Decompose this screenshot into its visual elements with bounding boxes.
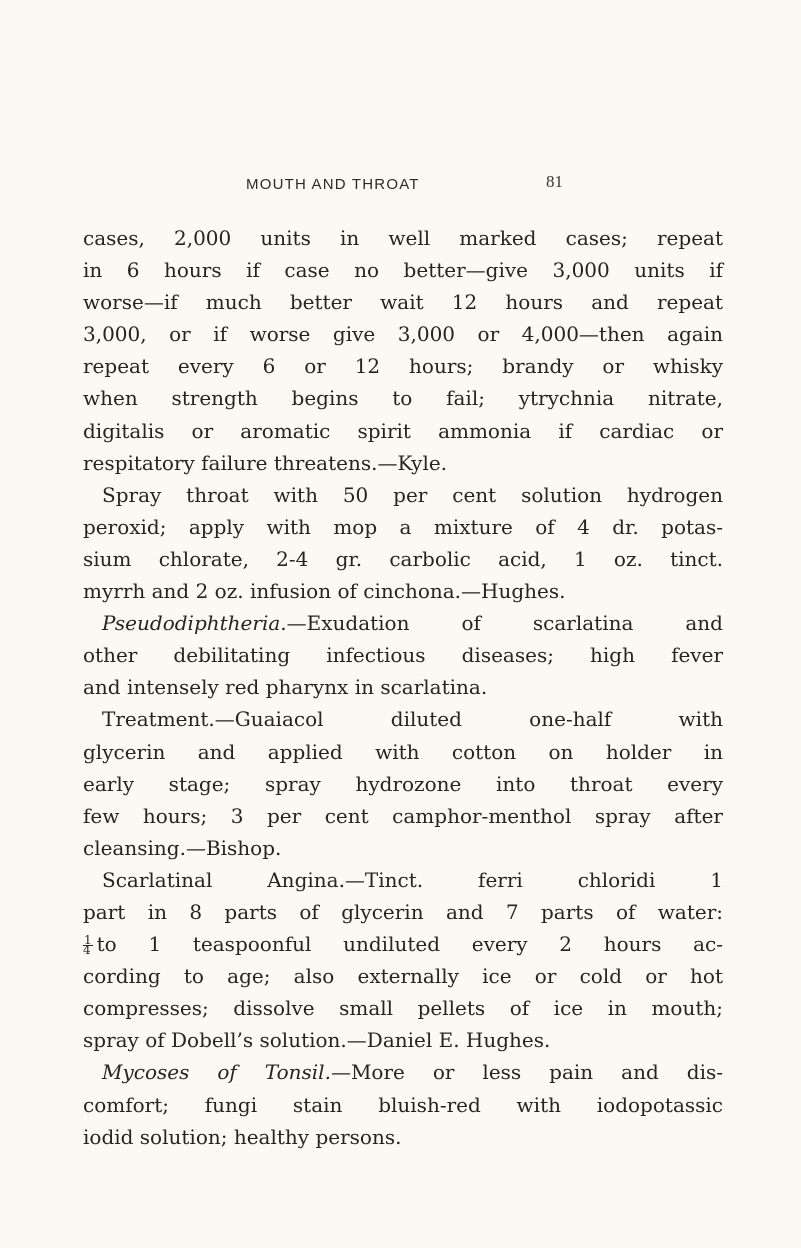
text-line: comfort; fungi stain bluish-red with iodopotassic: [83, 1092, 723, 1117]
text-line: Scarlatinal Angina.—Tinct. ferri chloridi 1: [102, 867, 723, 892]
fraction-numerator: 1: [84, 933, 92, 948]
text-line: iodid solution; healthy persons.: [83, 1124, 402, 1149]
text-line: cases, 2,000 units in well marked cases; repeat: [83, 226, 723, 250]
text-line: when strength begins to fail; ytrychnia nitrate,: [83, 386, 723, 411]
text-line: [83, 1056, 723, 1088]
running-head: [0, 172, 801, 200]
fraction-denominator: 4: [83, 943, 91, 958]
body-text: [83, 222, 723, 1153]
text-line: glycerin and applied with cotton on holder in: [83, 739, 723, 764]
text-line: peroxid; apply with mop a mixture of 4 dr. potas-: [83, 514, 723, 539]
text-line: cleansing.—Bishop.: [83, 835, 282, 860]
text-line: Treatment.—Guaiacol diluted one-half with: [102, 707, 723, 732]
text-line: myrrh and 2 oz. infusion of cinchona.—Hughes.: [83, 579, 566, 604]
text-line: 3,000, or if worse give 3,000 or 4,000—then again: [83, 322, 723, 347]
text-run: —More or less pain and dis-: [330, 1060, 723, 1085]
heading-mycoses: Mycoses of Tonsil.: [102, 1060, 331, 1085]
heading-pseudodiphtheria: Pseudodiphtheria.: [102, 611, 287, 636]
text-line: [83, 928, 723, 960]
running-title: MOUTH AND THROAT: [246, 176, 420, 193]
text-run: —Exudation of scarlatina and: [286, 611, 723, 636]
text-line: digitalis or aromatic spirit ammonia if cardiac or: [83, 418, 723, 443]
text-line: worse—if much better wait 12 hours and repeat: [83, 290, 723, 315]
text-line: sium chlorate, 2-4 gr. carbolic acid, 1 oz. tinct.: [83, 546, 723, 571]
text-line: compresses; dissolve small pellets of ice in mouth;: [83, 996, 723, 1021]
text-run: to 1 teaspoonful undiluted every 2 hours ac-: [96, 932, 723, 957]
page-number: 81: [546, 172, 563, 191]
text-line: early stage; spray hydrozone into throat every: [83, 771, 723, 796]
text-line: other debilitating infectious diseases; high fever: [83, 643, 723, 668]
fraction: [83, 933, 93, 958]
text-line: in 6 hours if case no better—give 3,000 units if: [83, 258, 723, 283]
text-line: part in 8 parts of glycerin and 7 parts of water:: [83, 899, 723, 924]
text-line: repeat every 6 or 12 hours; brandy or whisky: [83, 354, 723, 379]
text-line: Spray throat with 50 per cent solution hydrogen: [102, 482, 723, 507]
text-line: spray of Dobell’s solution.—Daniel E. Hughes.: [83, 1028, 551, 1053]
text-line: and intensely red pharynx in scarlatina.: [83, 675, 488, 700]
text-line: respitatory failure threatens.—Kyle.: [83, 450, 448, 475]
text-line: [83, 607, 723, 639]
text-line: few hours; 3 per cent camphor-menthol spray after: [83, 803, 723, 828]
text-line: cording to age; also externally ice or cold or hot: [83, 964, 723, 989]
